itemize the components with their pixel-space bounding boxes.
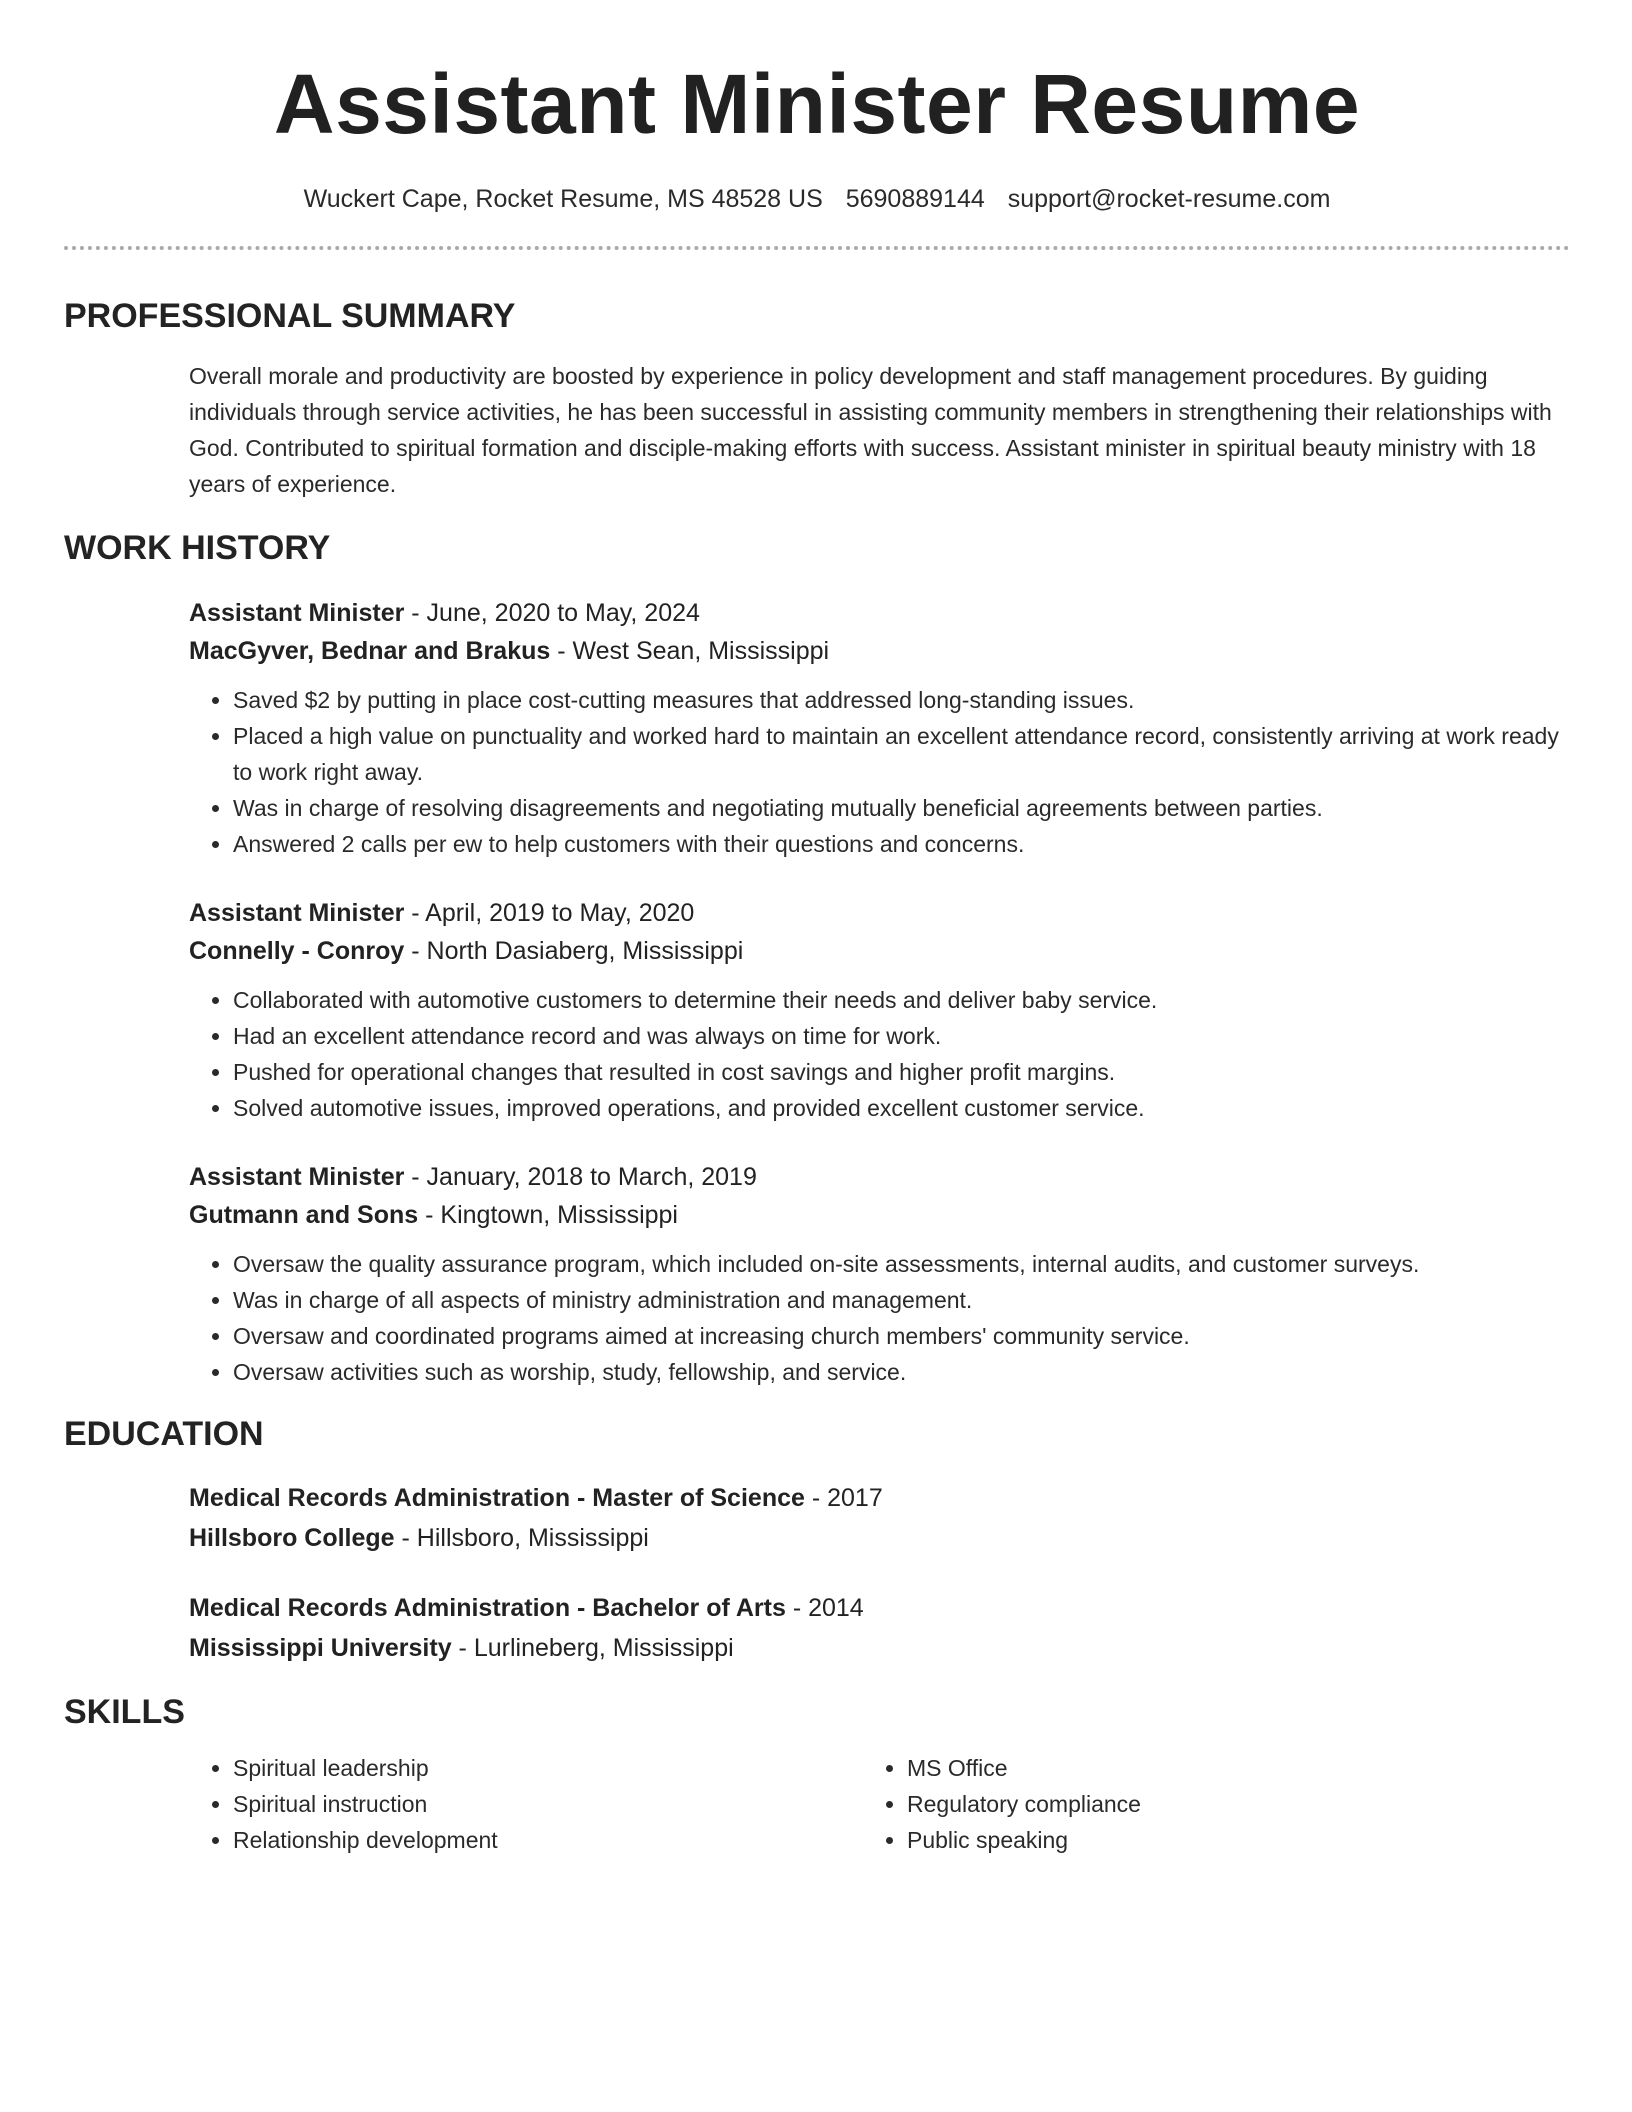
job-location: - North Dasiaberg, Mississippi xyxy=(404,937,744,965)
education-location: - Lurlineberg, Mississippi xyxy=(451,1634,734,1662)
job-company-line xyxy=(189,1196,1570,1234)
education-year: - 2017 xyxy=(804,1484,883,1512)
list-item: • Pushed for operational changes that resulted in cost savings and higher profit margins. xyxy=(233,1054,1570,1090)
contact-phone: 5690889144 xyxy=(845,185,985,213)
list-item: • Had an excellent attendance record and was always on time for work. xyxy=(233,1018,1570,1054)
job-bullets xyxy=(189,682,1570,862)
work-history-heading: WORK HISTORY xyxy=(64,529,331,567)
education-entry xyxy=(189,1478,1570,1558)
skills-grid xyxy=(189,1750,1570,1858)
education-heading: EDUCATION xyxy=(64,1415,264,1453)
list-item: • Saved $2 by putting in place cost-cutting measures that addressed long-standing issues. xyxy=(233,682,1570,718)
resume-title: Assistant Minister Resume xyxy=(273,57,1361,151)
education-degree-line xyxy=(189,1588,1570,1628)
education-school-line xyxy=(189,1518,1570,1558)
skills-column-left xyxy=(189,1750,863,1858)
job-bullets xyxy=(189,982,1570,1126)
education-year: - 2014 xyxy=(785,1594,864,1622)
education-degree-line xyxy=(189,1478,1570,1518)
contact-line xyxy=(64,182,1570,216)
job-company-line xyxy=(189,932,1570,970)
job-location: - West Sean, Mississippi xyxy=(550,637,830,665)
list-item: • Placed a high value on punctuality and worked hard to maintain an excellent attendance record, consistently arriving at work ready to work right away. xyxy=(233,718,1570,790)
job-dates: - June, 2020 to May, 2024 xyxy=(404,599,700,627)
job-role: Assistant Minister xyxy=(189,599,405,627)
job-title-line xyxy=(189,1158,1570,1196)
job-company-line xyxy=(189,632,1570,670)
job-entry xyxy=(189,594,1570,862)
job-company: MacGyver, Bednar and Brakus xyxy=(189,637,551,665)
summary-text: Overall morale and productivity are boosted by experience in policy development and staff management procedures. By guiding individuals through service activities, he has been successful in assisting community members in strengthening their relationships with God. Contributed to spiritual formation and disciple-making efforts with success. Assistant minister in spiritual beauty ministry with 18 years of experience. xyxy=(189,363,1552,497)
job-company: Connelly - Conroy xyxy=(189,937,405,965)
contact-address: Wuckert Cape, Rocket Resume, MS 48528 US xyxy=(303,185,823,213)
education-list xyxy=(189,1478,1570,1668)
skill-item: • Relationship development xyxy=(233,1822,863,1858)
job-dates: - January, 2018 to March, 2019 xyxy=(404,1163,757,1191)
skills-heading: SKILLS xyxy=(64,1693,185,1731)
education-school: Hillsboro College xyxy=(189,1524,395,1552)
job-role: Assistant Minister xyxy=(189,1163,405,1191)
list-item: • Answered 2 calls per ew to help customers with their questions and concerns. xyxy=(233,826,1570,862)
job-entry xyxy=(189,1158,1570,1390)
skill-item: • Spiritual instruction xyxy=(233,1786,863,1822)
list-item: • Oversaw the quality assurance program, which included on-site assessments, internal audits, and customer surveys. xyxy=(233,1246,1570,1282)
education-school-line xyxy=(189,1628,1570,1668)
header-divider xyxy=(64,246,1570,250)
education-degree: Medical Records Administration - Bachelor of Arts xyxy=(189,1594,786,1622)
job-role: Assistant Minister xyxy=(189,899,405,927)
list-item: • Solved automotive issues, improved operations, and provided excellent customer service. xyxy=(233,1090,1570,1126)
summary-heading: PROFESSIONAL SUMMARY xyxy=(64,297,516,335)
list-item: • Was in charge of resolving disagreements and negotiating mutually beneficial agreements between parties. xyxy=(233,790,1570,826)
work-history-list xyxy=(189,594,1570,1390)
job-location: - Kingtown, Mississippi xyxy=(418,1201,678,1229)
job-bullets xyxy=(189,1246,1570,1390)
skill-item: • MS Office xyxy=(907,1750,1407,1786)
skill-item: • Spiritual leadership xyxy=(233,1750,863,1786)
education-location: - Hillsboro, Mississippi xyxy=(394,1524,649,1552)
job-dates: - April, 2019 to May, 2020 xyxy=(404,899,695,927)
skills-column-right xyxy=(863,1750,1407,1858)
contact-email: support@rocket-resume.com xyxy=(1007,185,1331,213)
job-title-line xyxy=(189,594,1570,632)
job-entry xyxy=(189,894,1570,1126)
education-school: Mississippi University xyxy=(189,1634,452,1662)
education-degree: Medical Records Administration - Master of Science xyxy=(189,1484,805,1512)
list-item: • Was in charge of all aspects of ministry administration and management. xyxy=(233,1282,1570,1318)
job-title-line xyxy=(189,894,1570,932)
skill-item: • Regulatory compliance xyxy=(907,1786,1407,1822)
education-entry xyxy=(189,1588,1570,1668)
job-company: Gutmann and Sons xyxy=(189,1201,419,1229)
list-item: • Oversaw activities such as worship, study, fellowship, and service. xyxy=(233,1354,1570,1390)
list-item: • Oversaw and coordinated programs aimed at increasing church members' community service. xyxy=(233,1318,1570,1354)
skill-item: • Public speaking xyxy=(907,1822,1407,1858)
list-item: • Collaborated with automotive customers to determine their needs and deliver baby service. xyxy=(233,982,1570,1018)
